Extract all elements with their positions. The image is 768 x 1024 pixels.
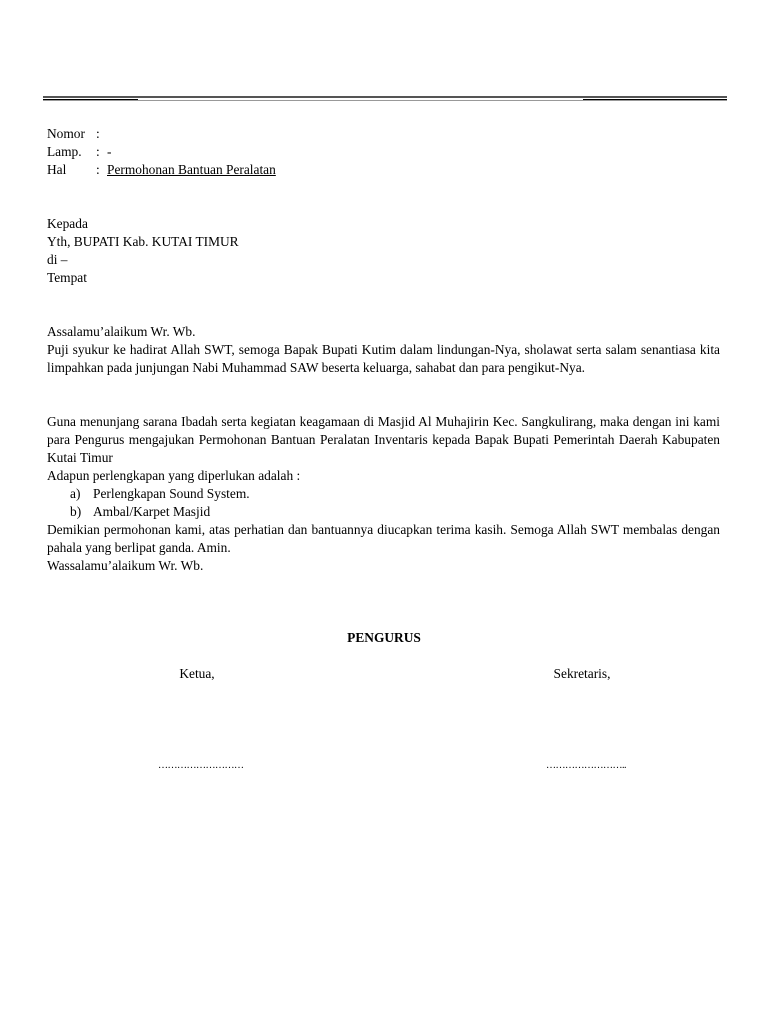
list-marker-b: b): [70, 504, 82, 519]
hal-value: Permohonan Bantuan Peralatan: [107, 162, 276, 177]
header-rule-bottom: [43, 100, 727, 101]
nomor-label: Nomor: [47, 126, 85, 141]
greeting: Assalamu’alaikum Wr. Wb.: [47, 324, 196, 339]
list-intro: Adapun perlengkapan yang diperlukan adalah :: [47, 468, 301, 483]
recipient-kepada: Kepada: [47, 216, 88, 231]
signature-sekretaris-title: Sekretaris,: [553, 666, 611, 681]
list-item-ambal: Ambal/Karpet Masjid: [93, 504, 211, 519]
lamp-value: -: [107, 144, 112, 159]
list-marker-a: a): [70, 486, 81, 501]
closing-salam: Wassalamu’alaikum Wr. Wb.: [47, 558, 204, 573]
paragraph-closing: Demikian permohonan kami, atas perhatian dan bantuannya diucapkan terima kasih. Semoga Allah SWT membalas dengan pahala yang berlipat ganda. Amin.: [47, 522, 720, 555]
recipient-name: Yth, BUPATI Kab. KUTAI TIMUR: [47, 234, 239, 249]
list-item-sound-system: Perlengkapan Sound System.: [93, 486, 250, 501]
hal-colon: :: [96, 162, 100, 177]
signature-sekretaris-line: ……………………..: [546, 760, 626, 771]
paragraph-opening: Puji syukur ke hadirat Allah SWT, semoga Bapak Bupati Kutim dalam lindungan-Nya, sholawat serta salam senantiasa kita limpahkan pada junjungan Nabi Muhammad SAW beserta keluarga, sahabat dan para pengikut-Nya.: [47, 342, 720, 375]
signature-ketua-line: ………………………: [158, 760, 244, 771]
header-rule-top: [43, 96, 727, 98]
hal-label: Hal: [47, 162, 67, 177]
recipient-di: di –: [47, 252, 68, 267]
paragraph-request: Guna menunjang sarana Ibadah serta kegiatan keagamaan di Masjid Al Muhajirin Kec. Sangkulirang, maka dengan ini kami para Pengurus mengajukan Permohonan Bantuan Peralatan Inventaris kepada Bapak Bupati Pemerintah Daerah Kabupaten Kutai Timur: [47, 414, 720, 465]
recipient-tempat: Tempat: [47, 270, 87, 285]
nomor-colon: :: [96, 126, 100, 141]
signature-ketua-title: Ketua,: [179, 666, 215, 681]
lamp-colon: :: [96, 144, 100, 159]
lamp-label: Lamp.: [47, 144, 82, 159]
signature-heading: PENGURUS: [347, 630, 421, 645]
